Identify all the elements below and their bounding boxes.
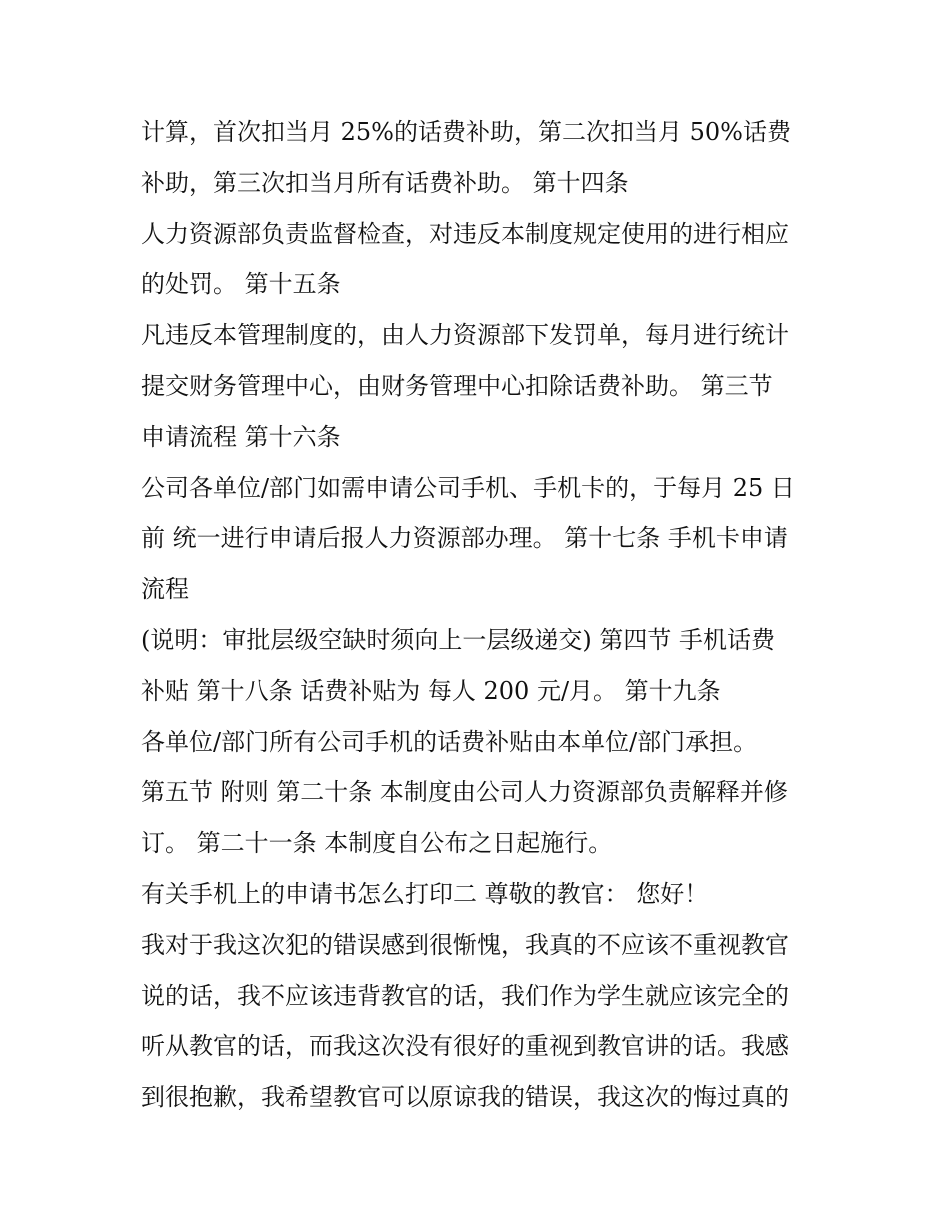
text-line: 说的话，我不应该违背教官的话，我们作为学生就应该完全的 <box>141 981 789 1010</box>
text-line: 提交财务管理中心，由财务管理中心扣除话费补助。 第三节 <box>141 371 773 400</box>
text-line: 到很抱歉，我希望教官可以原谅我的错误，我这次的悔过真的 <box>141 1083 789 1112</box>
text-line: 计算，首次扣当月 25%的话费补助，第二次扣当月 50%话费 <box>141 118 791 146</box>
text-line: 的处罚。 第十五条 <box>141 270 341 299</box>
text-line: 第五节 附则 第二十条 本制度由公司人力资源部负责解释并修 <box>141 778 788 807</box>
text-line: 有关手机上的申请书怎么打印二 尊敬的教官： 您好！ <box>141 879 709 908</box>
text-line: 我对于我这次犯的错误感到很惭愧，我真的不应该不重视教官 <box>141 930 789 959</box>
text-line: 人力资源部负责监督检查，对违反本制度规定使用的进行相应 <box>141 219 789 248</box>
text-line: 流程 <box>141 575 189 604</box>
text-line: 各单位/部门所有公司手机的话费补贴由本单位/部门承担。 <box>141 727 758 756</box>
text-line: 前 统一进行申请后报人力资源部办理。 第十七条 手机卡申请 <box>141 524 788 553</box>
text-line: 补助，第三次扣当月所有话费补助。 第十四条 <box>141 168 629 197</box>
text-line: (说明：审批层级空缺时须向上一层级递交) 第四节 手机话费 <box>141 625 775 654</box>
text-line: 听从教官的话，而我这次没有很好的重视到教官讲的话。我感 <box>141 1032 789 1061</box>
text-line: 订。 第二十一条 本制度自公布之日起施行。 <box>141 829 613 858</box>
body-text <box>141 107 831 1123</box>
text-line: 补贴 第十八条 话费补贴为 每人 200 元/月。 第十九条 <box>141 676 721 705</box>
text-line: 凡违反本管理制度的，由人力资源部下发罚单，每月进行统计 <box>141 321 789 350</box>
text-line: 申请流程 第十六条 <box>141 422 341 451</box>
text-line: 公司各单位/部门如需申请公司手机、手机卡的，于每月 25 日 <box>141 473 795 502</box>
